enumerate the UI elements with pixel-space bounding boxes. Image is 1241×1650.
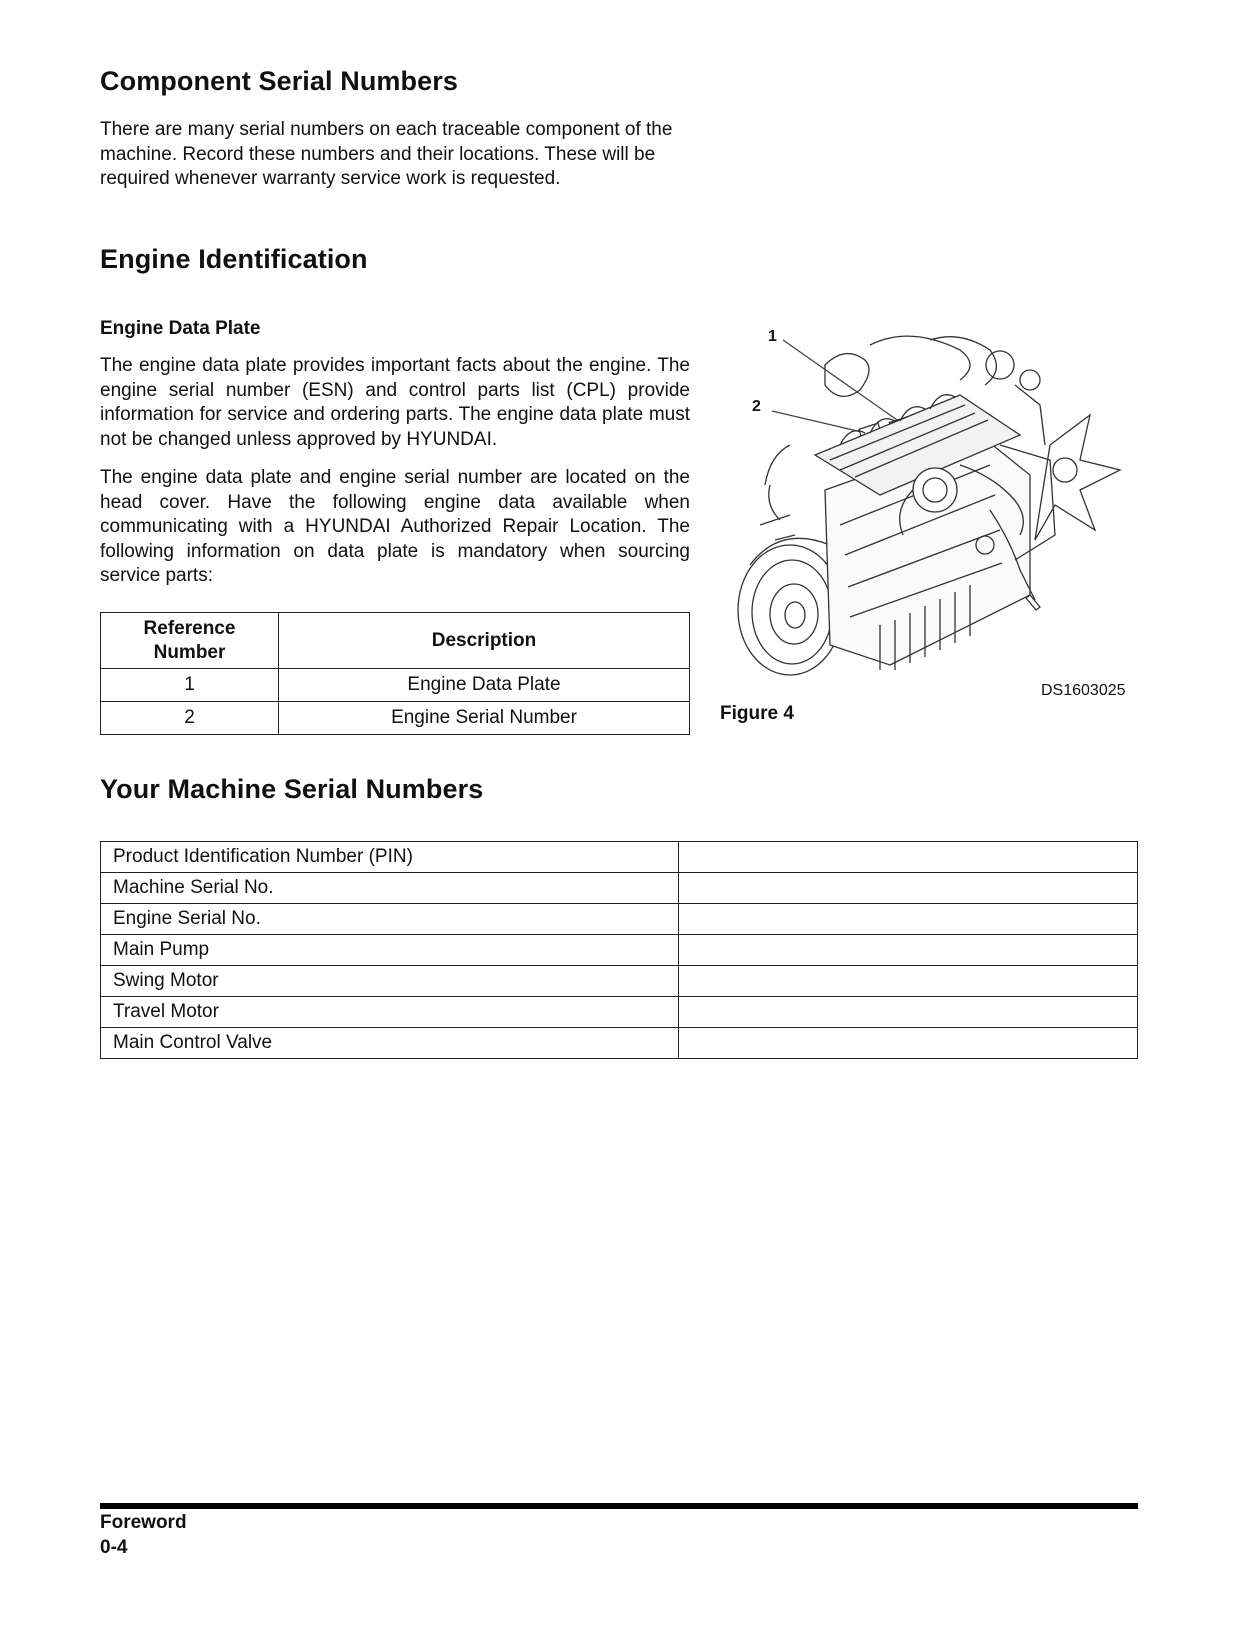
reference-number-cell: 2 bbox=[101, 702, 279, 735]
footer-page-number: 0-4 bbox=[100, 1537, 128, 1558]
figure-code: DS1603025 bbox=[1041, 682, 1126, 699]
description-cell: Engine Data Plate bbox=[279, 669, 690, 702]
serial-value-cell[interactable] bbox=[679, 842, 1138, 873]
table-row bbox=[101, 904, 1138, 935]
machine-serial-heading: Your Machine Serial Numbers bbox=[100, 774, 484, 804]
machine-serial-table bbox=[100, 841, 1138, 1059]
footer-section-name: Foreword bbox=[100, 1512, 187, 1533]
serial-label-cell: Machine Serial No. bbox=[101, 873, 679, 904]
serial-value-cell[interactable] bbox=[679, 935, 1138, 966]
serial-label-cell: Main Control Valve bbox=[101, 1028, 679, 1059]
reference-table bbox=[100, 612, 690, 735]
serial-value-cell[interactable] bbox=[679, 997, 1138, 1028]
description-cell: Engine Serial Number bbox=[279, 702, 690, 735]
table-row bbox=[101, 702, 690, 735]
table-row bbox=[101, 935, 1138, 966]
engine-data-plate-para-2: The engine data plate and engine serial number are located on the head cover. Have the following engine data available when communicating with a HYUNDAI Authorized Repair Location. The following information on data plate is mandatory when sourcing service parts: bbox=[100, 467, 690, 586]
table-row bbox=[101, 997, 1138, 1028]
table-row bbox=[101, 842, 1138, 873]
reference-table-header-row bbox=[101, 613, 690, 669]
serial-label-cell: Engine Serial No. bbox=[101, 904, 679, 935]
serial-label-cell: Travel Motor bbox=[101, 997, 679, 1028]
engine-illustration bbox=[730, 325, 1150, 695]
serial-value-cell[interactable] bbox=[679, 873, 1138, 904]
figure-callout-2: 2 bbox=[752, 398, 761, 415]
serial-label-cell: Swing Motor bbox=[101, 966, 679, 997]
engine-data-plate-subheading: Engine Data Plate bbox=[100, 318, 261, 339]
table-row bbox=[101, 966, 1138, 997]
serial-label-cell: Main Pump bbox=[101, 935, 679, 966]
table-row bbox=[101, 1028, 1138, 1059]
engine-data-plate-para-1: The engine data plate provides important facts about the engine. The engine serial number (ESN) and control parts list (CPL) provide information for service and ordering parts. The engine data plate must not be changed unless approved by HYUNDAI. bbox=[100, 355, 690, 450]
table-row bbox=[101, 873, 1138, 904]
serial-label-cell: Product Identification Number (PIN) bbox=[101, 842, 679, 873]
footer-rule bbox=[100, 1503, 1138, 1509]
component-serial-heading: Component Serial Numbers bbox=[100, 66, 458, 96]
serial-value-cell[interactable] bbox=[679, 1028, 1138, 1059]
figure-callout-1: 1 bbox=[768, 328, 777, 345]
serial-value-cell[interactable] bbox=[679, 966, 1138, 997]
table-row bbox=[101, 669, 690, 702]
component-serial-body: There are many serial numbers on each traceable component of the machine. Record these numbers and their locations. These will be required whenever warranty service work is requested. bbox=[100, 119, 673, 189]
engine-identification-heading: Engine Identification bbox=[100, 244, 368, 274]
serial-value-cell[interactable] bbox=[679, 904, 1138, 935]
figure-caption: Figure 4 bbox=[720, 703, 794, 724]
description-header: Description bbox=[279, 613, 690, 669]
reference-number-cell: 1 bbox=[101, 669, 279, 702]
reference-number-header: Reference Number bbox=[101, 613, 279, 669]
